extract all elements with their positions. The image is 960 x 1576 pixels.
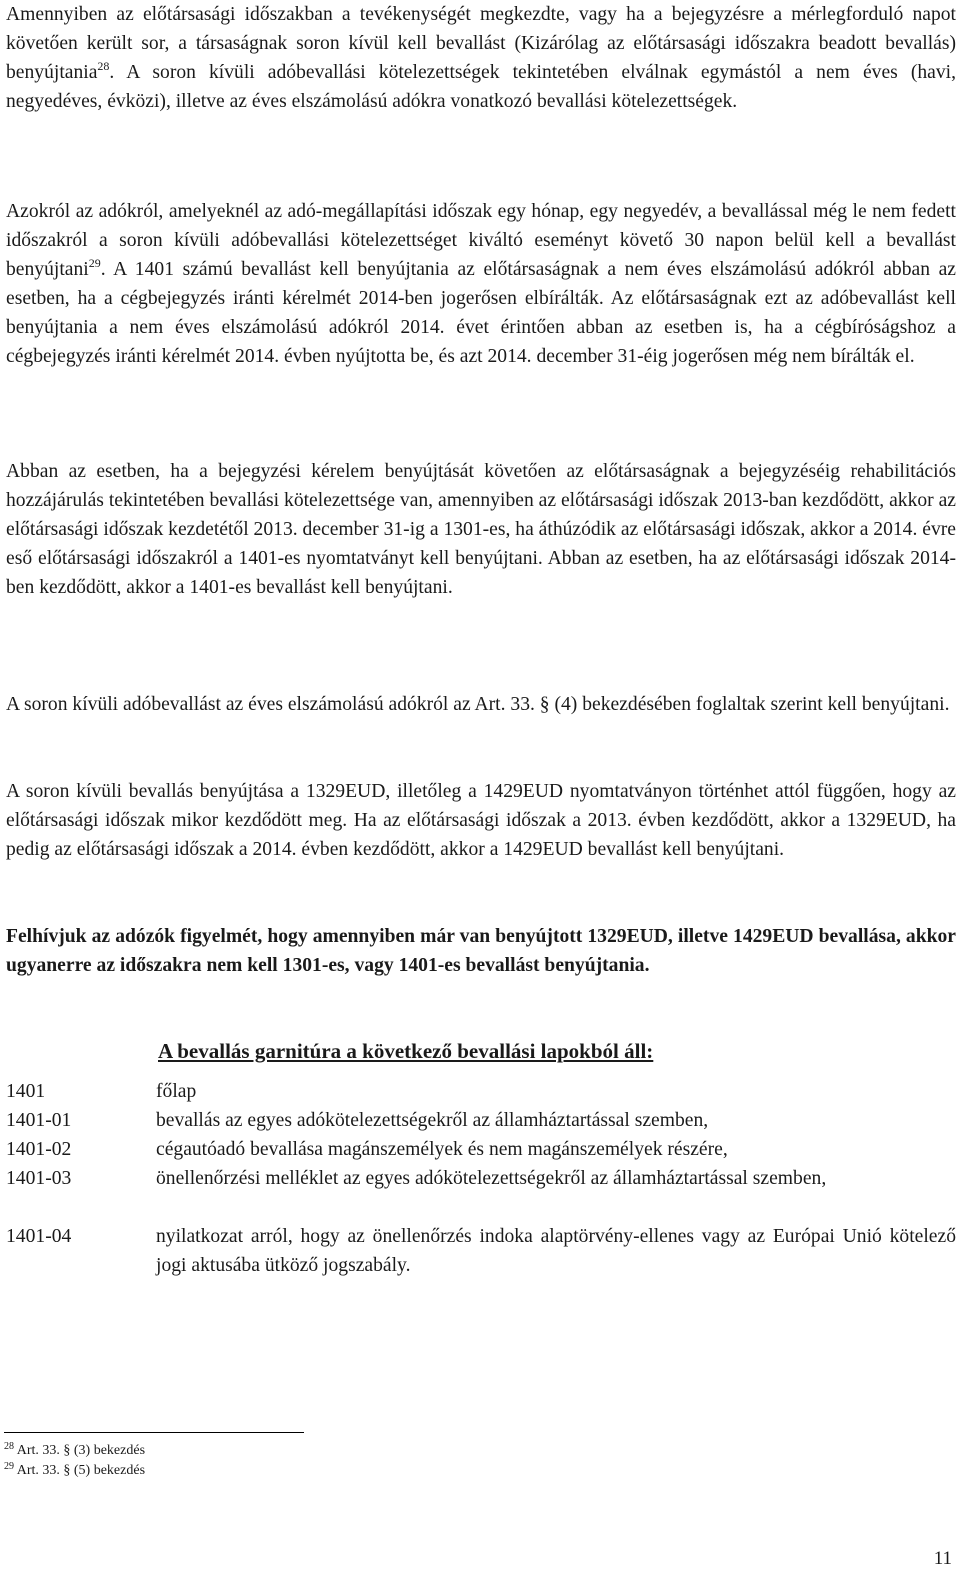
footnote-text: Art. 33. § (5) bekezdés [16, 1463, 146, 1478]
form-code: 1401-02 [6, 1139, 72, 1160]
form-description: cégautóadó bevallása magánszemélyek és nem magánszemélyek részére, [156, 1139, 728, 1160]
footnote-text: Art. 33. § (3) bekezdés [16, 1443, 146, 1458]
footnote-ref-28[interactable]: 28 [97, 59, 110, 73]
form-code: 1401-04 [6, 1226, 72, 1247]
page-number: 11 [933, 1548, 952, 1569]
paragraph-eud-forms: A soron kívüli bevallás benyújtása a 1329EUD, illetőleg a 1429EUD nyomtatványon történhet attól függően, hogy az előtársasági időszak mikor kezdődött meg. Ha az előtársasági időszak a 2013. évben kezdődött, akkor a 1329EUD, ha pedig az előtársasági időszak a 2014. évben kezdődött, akkor a 1429EUD bevallást kell benyújtani. [6, 781, 956, 860]
form-code: 1401-03 [6, 1168, 72, 1189]
form-description: főlap [156, 1081, 197, 1102]
form-description: önellenőrzési melléklet az egyes adókötelezettségekről az államháztartással szemben, [156, 1168, 827, 1189]
paragraph-rehabilitation-contribution: Abban az esetben, ha a bejegyzési kérelem benyújtását követően az előtársaságnak a bejegyzéséig rehabilitációs hozzájárulás tekintetében bevallási kötelezettsége van, amennyiben az előtársasági időszak 2013-ban kezdődött, akkor az előtársasági időszak kezdetétől 2013. december 31-ig a 1301-es, ha áthúzódik az előtársasági időszak, akkor a 2014. évre eső előtársasági időszakról a 1401-es nyomtatványt kell benyújtani. Abban az esetben, ha az előtársasági időszak 2014-ben kezdődött, akkor a 1401-es bevallást kell benyújtani. [6, 461, 956, 598]
form-code: 1401-01 [6, 1110, 72, 1131]
form-code: 1401 [6, 1081, 46, 1102]
form-description: nyilatkozat arról, hogy az önellenőrzés indoka alaptörvény-ellenes vagy az Európai Unió kötelező jogi aktusába ütköző jogszabály. [156, 1226, 956, 1276]
footnote-28 [4, 1442, 145, 1460]
form-description: bevallás az egyes adókötelezettségekről az államháztartással szemben, [156, 1110, 709, 1131]
paragraph-notice-bold: Felhívjuk az adózók figyelmét, hogy amennyiben már van benyújtott 1329EUD, illetve 1429EUD bevallása, akkor ugyanerre az időszakra nem kell 1301-es, vagy 1401-es bevallást benyújtania. [6, 926, 956, 976]
footnote-29 [4, 1462, 145, 1480]
footnote-separator [4, 1432, 304, 1433]
paragraph-annual-taxes: A soron kívüli adóbevallást az éves elszámolású adókról az Art. 33. § (4) bekezdésében foglaltak szerint kell benyújtani. [6, 694, 950, 715]
garnitura-heading: A bevallás garnitúra a következő bevallási lapokból áll: [158, 1039, 654, 1063]
footnote-number: 28 [4, 1441, 14, 1452]
paragraph-preliminary-company-filing: Amennyiben az előtársasági időszakban a tevékenységét megkezdte, vagy ha a bejegyzésre a mérlegforduló napot követően került sor, a társaságnak soron kívül kell bevallást (Kizárólag az előtársasági időszakra beadott bevallás) benyújtania$^{28}$. A soron kívüli adóbevallási kötelezettségek tekintetében elválnak egymástól a nem éves (havi, negyedéves, évközi), illetve az éves elszámolású adókra vonatkozó bevallási kötelezettségek. [6, 4, 956, 112]
footnote-ref-29[interactable]: 29 [88, 256, 101, 270]
paragraph-monthly-quarterly-taxes: Azokról az adókról, amelyeknél az adó-megállapítási időszak egy hónap, egy negyedév, a bevallással még le nem fedett időszakról a soron kívüli adóbevallási kötelezettséget kiváltó eseményt követő 30 napon belül kell a bevallást benyújtani$^{29}$. A 1401 számú bevallást kell benyújtania az előtársaságnak a nem éves elszámolású adókról abban az esetben, ha a cégbejegyzés iránti kérelmét 2014-ben jogerősen elbírálták. Az előtársaságnak ezt az adóbevallást kell benyújtania a nem éves elszámolású adókról 2014. évet érintően abban az esetben is, ha a cégbíróságshoz a cégbejegyzés iránti kérelmét 2014. évben nyújtotta be, és azt 2014. december 31-éig jogerősen még nem bírálták el. [6, 201, 956, 367]
footnote-number: 29 [4, 1461, 14, 1472]
